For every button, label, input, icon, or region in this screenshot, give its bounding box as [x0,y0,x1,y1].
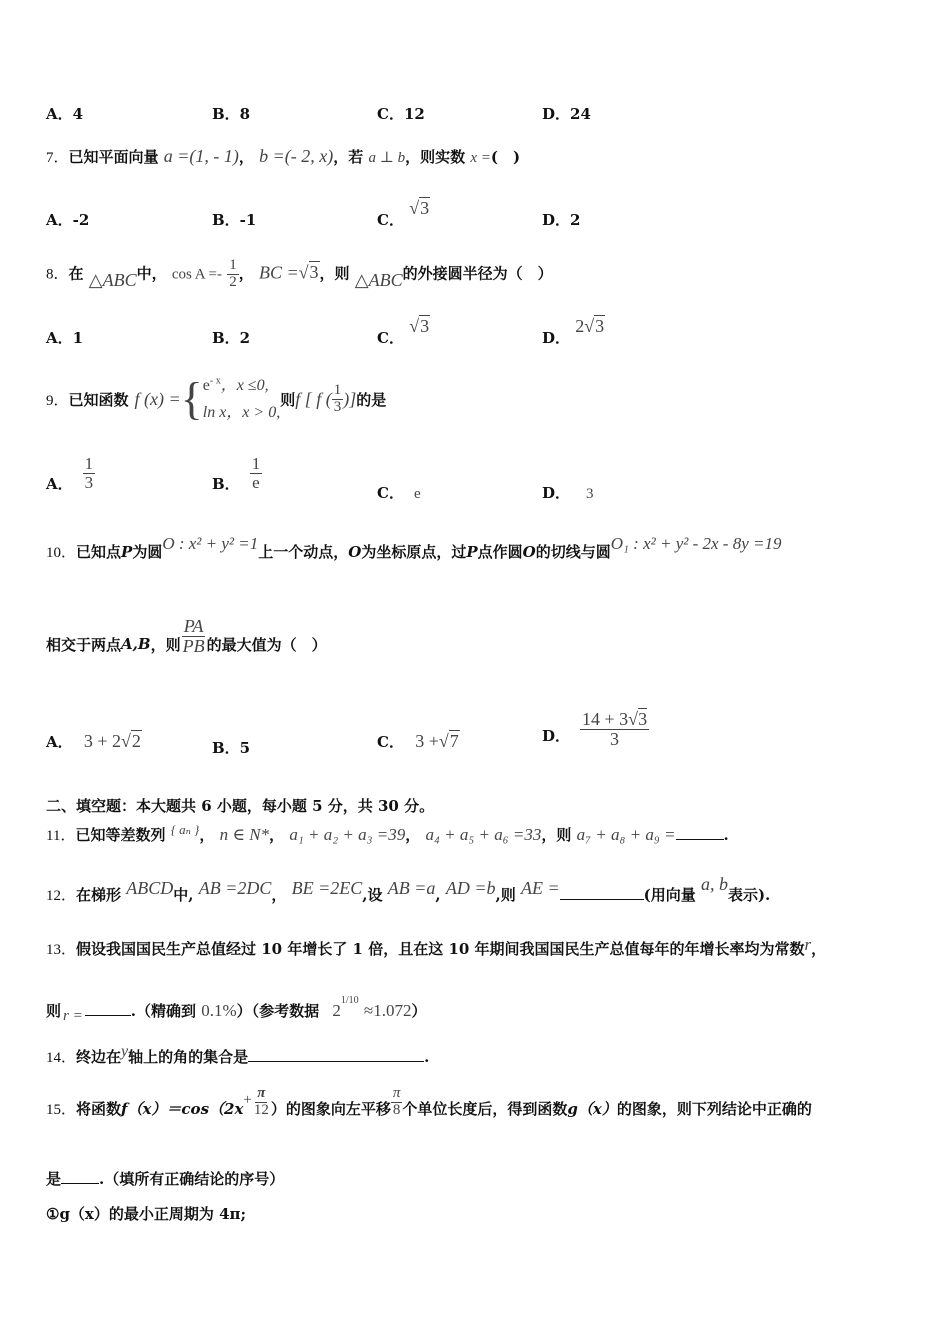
q9-fraction: $\frac{1}{3}$ [333,381,342,415]
q7-option-c: C． √3 [377,198,430,229]
question-12: 12．在梯形 ABCD中, AB =2DC， BE =2EC,设 AB =a, AD =b,则 AE = (用向量 a, b表示). [46,874,771,904]
q15-answer-blank[interactable] [61,1183,99,1184]
q9-text: 的是 [356,390,387,409]
q15-item-1: ①g（x）的最小正周期为 4π; [46,1205,247,1223]
q7-x: x = [470,150,491,166]
question-7 [46,146,520,167]
q7-vector-a: a =(1, - 1) [163,146,239,166]
q9-text: 则 [280,390,296,409]
question-15: 15． 将函数 f（x）＝cos（2x + $\frac{\pi}{12}$ ）的图象向左平移 $\frac{\pi}{8}$ 个单位长度后，得到函数 g（x） 的图象，则下列结论中正确的 [46,1084,812,1118]
q8-option-d: D． 2√3 [542,316,605,347]
q10-option-d: D． $\frac{14 + 3√3}{3}$ [542,709,648,749]
q10-circle-o: O : x² + y² =1 [162,534,259,553]
q11-answer-blank[interactable] [676,839,724,840]
q6-option-c: C．12 [377,105,425,123]
section-heading: 二、填空题：本大题共 6 小题，每小题 5 分，共 30 分。 [46,797,435,815]
q9-option-a: A． $\frac{1}{3}$ [46,454,94,493]
q13-answer-blank[interactable] [85,1015,131,1016]
question-8 [46,258,553,291]
q8-option-c: C． √3 [377,316,430,347]
q9-text: 已知函数 [68,390,129,409]
q7-perp: a ⊥ b [368,150,406,166]
q10-fraction: $\frac{PA}{PB}$ [182,616,205,656]
q9-function: f (x) = [134,388,181,409]
q10-option-a: A． 3 + 2√2 [46,731,141,751]
q8-text: ，则 [319,264,350,283]
q7-option-b: B．-1 [212,211,257,229]
q8-text: 的外接圆半径为（ ） [402,264,553,283]
question-9 [46,372,386,426]
q6-option-d: D．24 [542,105,591,123]
q8-option-a: A．1 [46,329,84,347]
q9-option-b: B． $\frac{1}{e}$ [212,454,261,493]
q7-option-a: A．-2 [46,211,90,229]
question-10: 10．已知点P为圆O : x² + y² =1上一个动点，O为坐标原点，过P点作圆O的切线与圆O₁ : x² + y² - 2x - 8y =19 [46,534,782,561]
q7-text: ，若 [333,148,364,166]
sqrt-icon: √3 [409,198,430,218]
q7-text: 已知平面向量 [68,148,159,166]
question-10-line2: 相交于两点 A,B ，则 $\frac{PA}{PB}$ 的最大值为（ ） [46,616,327,656]
q9-composite-close: )] [343,388,357,409]
q10-option-b: B．5 [212,739,251,757]
q9-composite: f [ f ( [295,388,332,409]
q10-number: 10． [46,545,77,561]
q11-sequence: { aₙ } [170,822,200,837]
q14-answer-blank[interactable] [248,1061,424,1062]
sqrt-icon: 2√3 [575,316,605,336]
q9-number: 9． [46,392,69,409]
question-15-line2: 是 .（填所有正确结论的序号） [46,1170,285,1188]
q7-number: 7． [46,150,69,166]
question-14: 14．终边在y轴上的角的集合是 . [46,1043,430,1066]
question-13: 13．假设我国国民生产总值经过 10 年增长了 1 倍，且在这 10 年期间我国国民生产总值每年的年增长率均为常数r， [46,935,827,958]
q8-text: 中， [136,264,167,283]
q6-option-b: B．8 [212,105,251,123]
q9-piecewise: $e^{- x}$，x ≤0, ln x，x > 0, [202,375,281,422]
q6-option-a: A．4 [46,105,84,123]
q8-triangle: △ABC [354,270,403,291]
q8-number: 8． [46,266,69,283]
sqrt-icon: √3 [298,262,319,283]
q7-text: ， [238,148,254,166]
q8-option-b: B．2 [212,329,251,347]
q10-circle-o1: O₁ : x² + y² - 2x - 8y =19 [610,534,782,553]
q9-option-d: D． 3 [542,484,594,502]
q13-power: $2^{1/10}$ [332,995,359,1020]
question-11: 11．已知等差数列 { aₙ }， n ∈ N*， a₁ + a₂ + a₃ =39， a₄ + a₅ + a₆ =33，则 a₇ + a₈ + a₉ = . [46,822,729,844]
brace-icon: { [180,373,203,425]
q10-option-c: C． 3 +√7 [377,731,459,751]
q7-vector-b: b =(- 2, x) [259,146,334,166]
q12-answer-blank[interactable] [560,899,644,900]
q8-bc: BC = [258,262,299,283]
q7-paren: ( ) [490,148,521,166]
q8-cos: cos A =- [171,266,222,283]
question-13-line2: 则 r = .（精确到 0.1%）（参考数据 $2^{1/10} \approx 1.072$） [46,995,427,1024]
q8-text: ， [238,264,254,283]
q7-option-d: D．2 [542,211,581,229]
sqrt-icon: √3 [409,316,430,336]
q9-option-c: C． e [377,484,421,502]
q8-text: 在 [68,264,84,283]
q7-text: ，则实数 [405,148,466,166]
q8-triangle: △ABC [88,270,137,291]
q8-fraction: $\frac{1}{2}$ [229,257,237,290]
